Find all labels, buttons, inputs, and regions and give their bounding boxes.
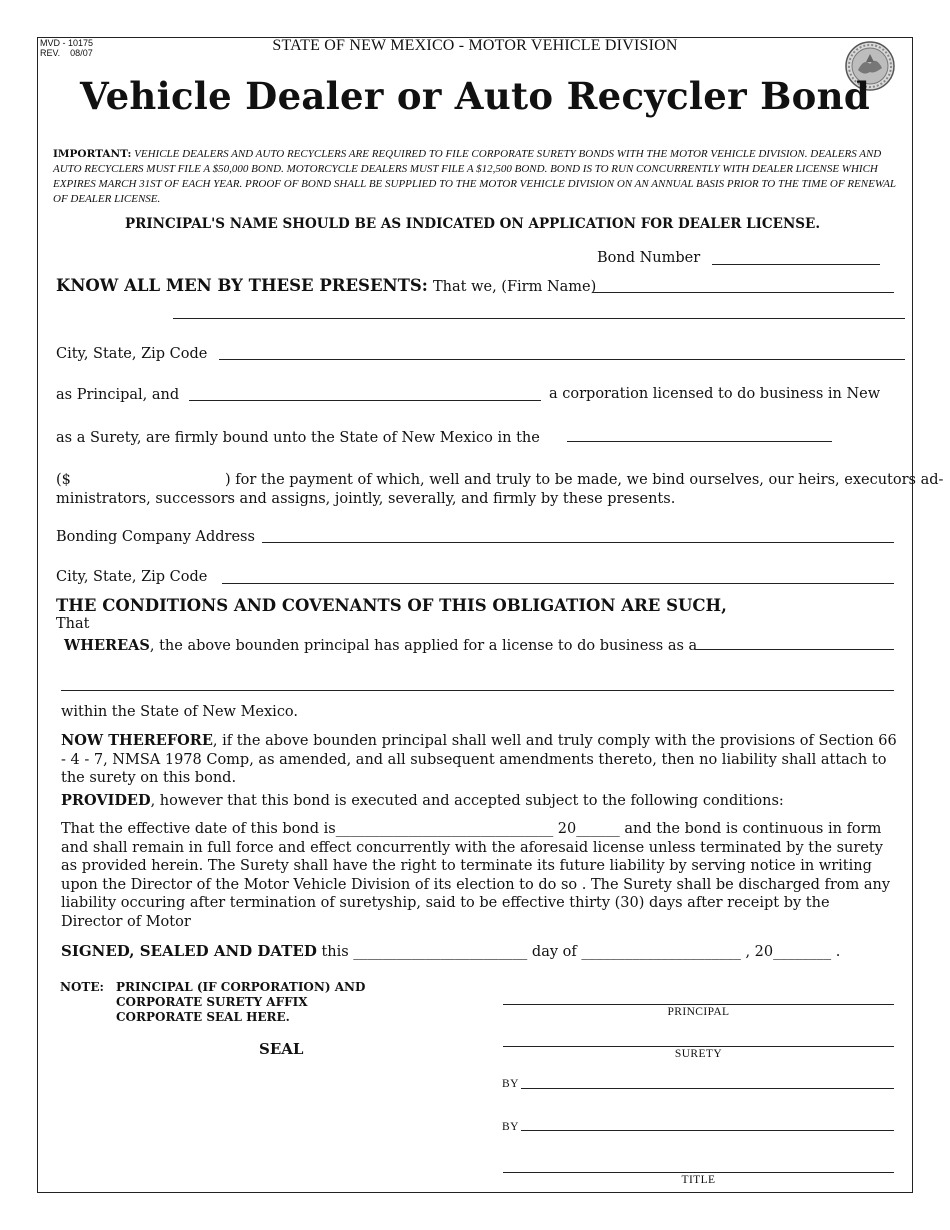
important-label: IMPORTANT:: [53, 148, 132, 160]
note-line-1: PRINCIPAL (IF CORPORATION) AND: [116, 980, 366, 994]
bond-number-label: Bond Number: [597, 250, 701, 266]
that-word: That: [56, 616, 90, 632]
whereas-line: [64, 635, 697, 654]
city-state-zip-label: City, State, Zip Code: [56, 346, 208, 362]
form-revision: REV. 08/07: [40, 48, 93, 58]
seal-label: SEAL: [259, 1040, 304, 1058]
provided-heading: PROVIDED: [61, 792, 151, 809]
know-all-men-heading: KNOW ALL MEN BY THESE PRESENTS:: [56, 276, 428, 295]
firm-name-field-2[interactable]: [173, 318, 905, 319]
surety-signature-field[interactable]: [503, 1046, 894, 1047]
bond-number-field[interactable]: [712, 264, 880, 265]
city-state-zip-label-2: City, State, Zip Code: [56, 569, 208, 585]
important-text: VEHICLE DEALERS AND AUTO RECYCLERS ARE REQUIRED TO FILE CORPORATE SURETY BONDS WITH THE MOTOR VEHICLE DIVISION. DEALERS AND AUTO RECYCLERS MUST FILE A $50,000 BOND. MOTORCYCLE DEALERS MUST FILE A $12,500 BOND. BOND IS TO RUN CONCURRENTLY WITH DEALER LICENSE WHICH EXPIRES MARCH 31ST OF EACH YEAR. PROOF OF BOND SHALL BE SUPPLIED TO THE MOTOR VEHICLE DIVISION ON AN ANNUAL BASIS PRIOR TO THE TIME OF RENEWAL OF DEALER LICENSE.: [53, 148, 896, 205]
bonding-company-address-field[interactable]: [262, 542, 894, 543]
bound-amount-words-field[interactable]: [567, 441, 832, 442]
dollar-open: ($: [56, 472, 71, 488]
business-type-field[interactable]: [695, 649, 894, 650]
now-therefore-paragraph: [61, 732, 904, 788]
as-principal-label: as Principal, and: [56, 387, 180, 403]
know-all-men-line: [56, 276, 596, 295]
title-caption: TITLE: [681, 1174, 716, 1186]
by-signature-field-1[interactable]: [521, 1088, 894, 1089]
business-type-field-2[interactable]: [61, 690, 894, 691]
title-field[interactable]: [503, 1172, 894, 1173]
provided-paragraph: [61, 792, 904, 811]
effective-date-paragraph: That the effective date of this bond is______________________________ 20______ and the bond is continuous in form and shall remain in full force and effect concurrently with the aforesaid license unless terminated by the surety as provided herein. The Surety shall have the right to terminate its future liability by serving notice in writing upon the Director of the Motor Vehicle Division of its election to do so . The Surety shall be discharged from any liability occuring after termination of suretyship, said to be effective thirty (30) days after receipt by the Director of Motor: [61, 821, 891, 930]
payment-text: ) for the payment of which, well and truly to be made, we bind ourselves, our heirs, executors ad-: [225, 472, 944, 488]
principal-name-note: PRINCIPAL'S NAME SHOULD BE AS INDICATED ON APPLICATION FOR DEALER LICENSE.: [124, 216, 821, 232]
surety-bound-text: as a Surety, are firmly bound unto the State of New Mexico in the: [56, 430, 540, 446]
corporation-text: a corporation licensed to do business in New: [549, 386, 881, 402]
surety-name-field[interactable]: [189, 400, 541, 401]
bonding-company-address-label: Bonding Company Address: [56, 529, 255, 545]
note-line-2: CORPORATE SURETY AFFIX: [116, 995, 308, 1009]
provided-text: , however that this bond is executed and accepted subject to the following conditions:: [150, 793, 784, 809]
whereas-heading: WHEREAS: [64, 637, 150, 654]
bonding-city-state-zip-field[interactable]: [222, 583, 894, 584]
conditions-heading: THE CONDITIONS AND COVENANTS OF THIS OBLIGATION ARE SUCH,: [56, 596, 727, 615]
firm-name-label: That we, (Firm Name): [433, 279, 597, 295]
signed-text: this ________________________ day of ______________________ , 20________ .: [316, 944, 841, 960]
agency-name: STATE OF NEW MEXICO - MOTOR VEHICLE DIVISION: [272, 37, 678, 54]
signed-heading: SIGNED, SEALED AND DATED: [61, 942, 317, 960]
now-therefore-heading: NOW THEREFORE: [61, 732, 213, 749]
note-line-3: CORPORATE SEAL HERE.: [116, 1010, 290, 1024]
within-state-text: within the State of New Mexico.: [61, 704, 299, 720]
signed-sealed-line: [61, 941, 840, 960]
note-label: NOTE:: [60, 980, 104, 994]
page-title: Vehicle Dealer or Auto Recycler Bond: [79, 74, 871, 118]
surety-caption: SURETY: [674, 1048, 723, 1060]
now-therefore-text: , if the above bounden principal shall well and truly comply with the provisions of Section 66 - 4 - 7, NMSA 1978 Comp, as amended, and all subsequent amendments thereto, then no liability shall attach to the surety on this bond.: [61, 733, 897, 786]
principal-caption: PRINCIPAL: [667, 1006, 730, 1018]
payment-text-continued: ministrators, successors and assigns, jointly, severally, and firmly by these presents.: [56, 491, 676, 507]
by-label-1: BY: [502, 1078, 519, 1090]
seal-note: [60, 980, 365, 1025]
by-signature-field-2[interactable]: [521, 1130, 894, 1131]
whereas-text: , the above bounden principal has applied for a license to do business as a: [149, 638, 698, 654]
principal-signature-field[interactable]: [503, 1004, 894, 1005]
by-label-2: BY: [502, 1121, 519, 1133]
important-notice: [53, 147, 903, 207]
firm-name-field[interactable]: [592, 292, 894, 293]
form-number: MVD - 10175: [40, 38, 94, 48]
principal-city-state-zip-field[interactable]: [219, 359, 905, 360]
